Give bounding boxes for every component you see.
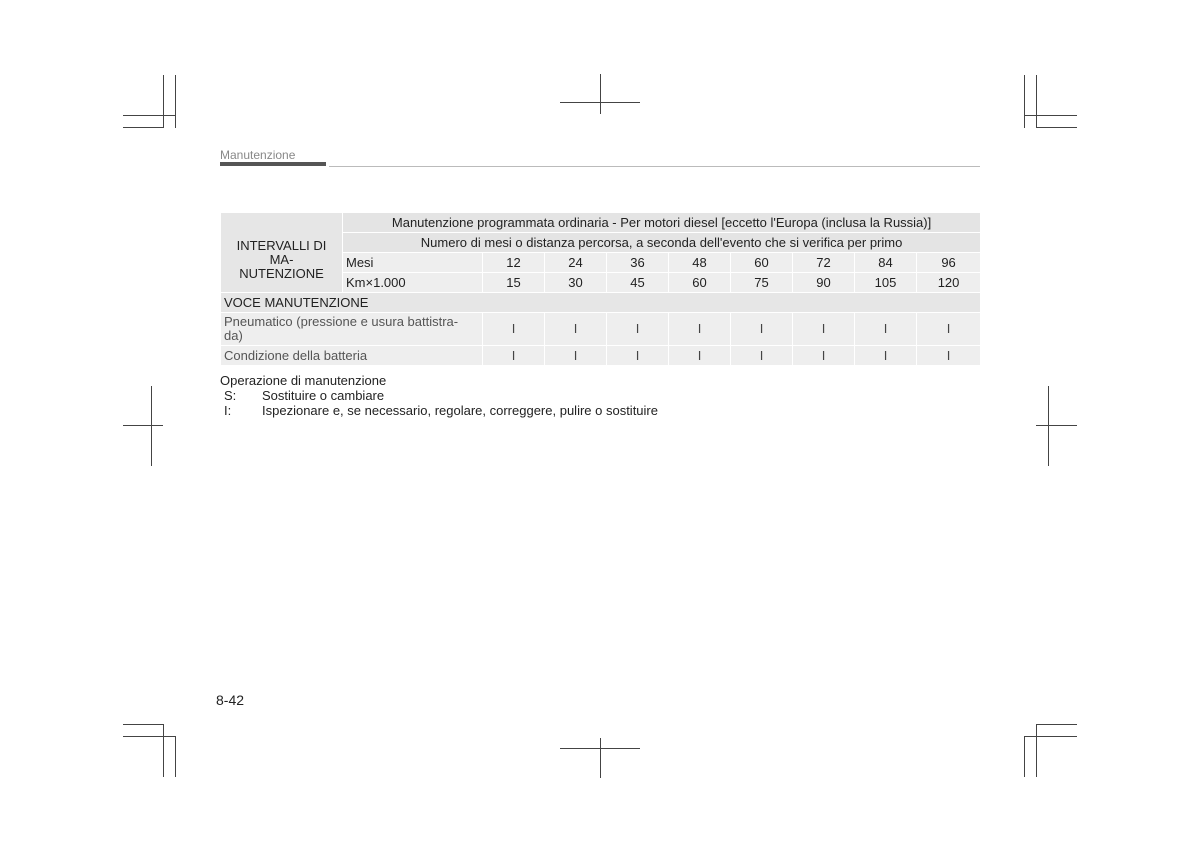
item-mark: I [483,313,545,346]
item-mark: I [607,346,669,366]
intervals-header [221,213,343,293]
km-cell: 120 [917,273,981,293]
item-mark: I [669,346,731,366]
months-cell: 96 [917,253,981,273]
km-cell: 75 [731,273,793,293]
months-cell: 36 [607,253,669,273]
months-cell: 72 [793,253,855,273]
legend [220,373,658,418]
months-cell: 84 [855,253,917,273]
item-mark: I [793,313,855,346]
item-mark: I [545,313,607,346]
table-row [221,346,981,366]
km-cell: 30 [545,273,607,293]
km-cell: 105 [855,273,917,293]
section-underline [220,162,326,166]
legend-entry [220,388,658,403]
months-cell: 24 [545,253,607,273]
table-row [221,313,981,346]
item-mark: I [917,313,981,346]
section-rule [329,166,980,167]
km-label: Km×1.000 [343,273,483,293]
item-mark: I [855,346,917,366]
km-cell: 90 [793,273,855,293]
item-mark: I [669,313,731,346]
item-mark: I [793,346,855,366]
section-title: Manutenzione [220,148,296,162]
table-title-row [221,213,981,233]
table-title: Manutenzione programmata ordinaria - Per motori diesel [eccetto l'Europa (inclusa la Russia)] [343,213,981,233]
item-mark: I [607,313,669,346]
legend-title: Operazione di manutenzione [220,373,387,388]
months-cell: 60 [731,253,793,273]
intervals-header-label: INTERVALLI DI MA- NUTENZIONE [236,237,327,281]
months-cell: 12 [483,253,545,273]
legend-entry [220,403,658,418]
maintenance-item-header: VOCE MANUTENZIONE [221,293,981,313]
item-mark: I [855,313,917,346]
legend-text: Sostituire o cambiare [262,388,385,403]
item-mark: I [483,346,545,366]
table-subtitle: Numero di mesi o distanza percorsa, a seconda dell'evento che si verifica per primo [343,233,981,253]
item-name: Pneumatico (pressione e usura battistra- da) [221,313,483,346]
km-cell: 60 [669,273,731,293]
months-label: Mesi [343,253,483,273]
item-mark: I [917,346,981,366]
legend-code: S: [224,388,237,403]
item-mark: I [731,313,793,346]
legend-text: Ispezionare e, se necessario, regolare, correggere, pulire o sostituire [262,403,658,418]
page-number: 8-42 [216,692,245,708]
item-mark: I [731,346,793,366]
maintenance-table [220,212,981,366]
km-cell: 15 [483,273,545,293]
months-cell: 48 [669,253,731,273]
item-name: Condizione della batteria [221,346,483,366]
item-mark: I [545,346,607,366]
legend-code: I: [224,403,232,418]
section-row [221,293,981,313]
km-cell: 45 [607,273,669,293]
